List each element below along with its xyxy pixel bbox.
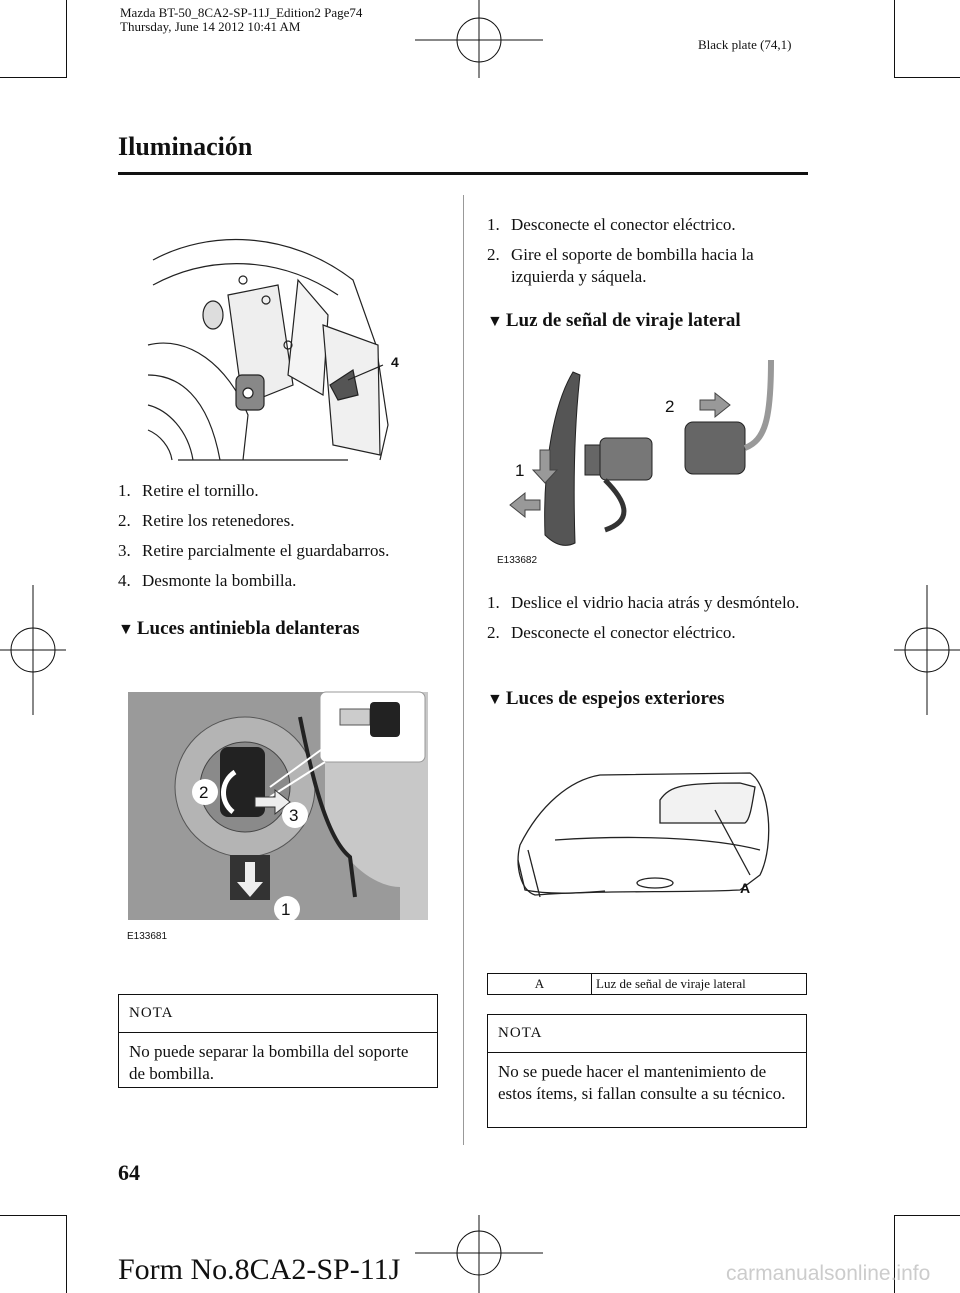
figure2-callout: 3: [289, 806, 299, 825]
list-item: 2. Retire los retenedores.: [118, 511, 295, 530]
down-triangle-icon: ▼: [487, 313, 503, 330]
list-item: 2. Gire el soporte de bombilla hacia la izquierda y sáquela.: [487, 245, 754, 286]
legend-key: A: [488, 974, 592, 995]
page-number: 64: [118, 1160, 140, 1185]
doc-info: [120, 6, 362, 34]
legend-value: Luz de señal de viraje lateral: [592, 974, 807, 995]
doc-info-line2: Thursday, June 14 2012 10:41 AM: [120, 19, 301, 34]
sub-heading-side-turn: ▼ Luz de señal de viraje lateral: [487, 310, 741, 331]
list-item: 1. Retire el tornillo.: [118, 481, 259, 500]
note-body: No se puede hacer el mantenimiento de estos ítems, si fallan consulte a su técnico.: [498, 1062, 786, 1103]
figure3-code: E133682: [497, 555, 538, 566]
doc-info-line1: Mazda BT-50_8CA2-SP-11J_Edition2 Page74: [120, 5, 363, 20]
fog-lamp-figure: [125, 687, 437, 947]
list-item: 4. Desmonte la bombilla.: [118, 571, 297, 590]
note-heading: NOTA: [488, 1015, 806, 1053]
list-item: 3. Retire parcialmente el guardabarros.: [118, 541, 390, 560]
watermark: carmanualsonline.info: [726, 1262, 931, 1285]
section-title: Iluminación: [118, 132, 253, 161]
right-steps-list-1: [487, 214, 807, 288]
figure1-callout: 4: [391, 354, 399, 370]
note-box-left: [118, 994, 438, 1088]
plate-label: Black plate (74,1): [698, 37, 792, 52]
form-number: Form No.8CA2-SP-11J: [118, 1253, 401, 1286]
figure2-callout: 1: [281, 900, 291, 919]
right-steps-list-2: [487, 592, 807, 644]
figure2-code: E133681: [127, 931, 168, 942]
side-turn-signal-figure: [495, 360, 795, 570]
figure4-callout: A: [740, 880, 751, 896]
figure3-callout: 2: [665, 397, 675, 416]
figure3-callout: 1: [515, 461, 525, 480]
sub-heading-fog-lights: ▼ Luces antiniebla delanteras: [118, 618, 360, 639]
list-item: 1. Deslice el vidrio hacia atrás y desmóntelo.: [487, 593, 800, 612]
list-item: 2. Desconecte el conector eléctrico.: [487, 623, 736, 642]
mirror-figure: [510, 765, 790, 915]
fender-bulb-figure: [148, 225, 399, 465]
down-triangle-icon: ▼: [118, 621, 134, 638]
note-heading: NOTA: [119, 995, 437, 1033]
list-item: 1. Desconecte el conector eléctrico.: [487, 215, 736, 234]
note-box-right: [487, 1014, 807, 1128]
legend-table: [487, 973, 807, 995]
title-rule: [118, 172, 808, 175]
sub-heading-mirror-lights: ▼ Luces de espejos exteriores: [487, 688, 725, 709]
left-steps-list: [118, 480, 448, 592]
note-body: No puede separar la bombilla del soporte de bombilla.: [129, 1042, 409, 1083]
table-row: [488, 974, 807, 995]
figure2-callout: 2: [199, 783, 209, 802]
down-triangle-icon: ▼: [487, 691, 503, 708]
